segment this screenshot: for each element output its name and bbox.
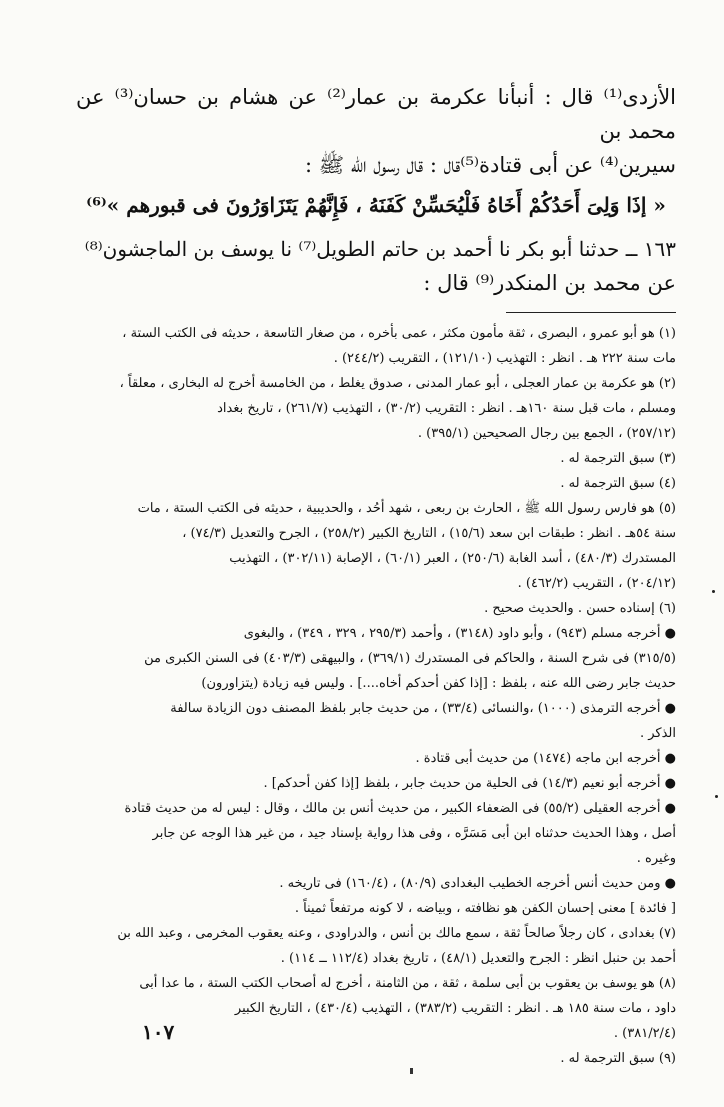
footnote-line: سنة ٥٤هـ . انظر : طبقات ابن سعد (١٥/٦) ، التاريخ الكبير (٢٥٨/٢) ، الجرح والتعديل (٧٤/٣) ، (182, 526, 676, 541)
footnote-line: ● أخرجه مسلم (٩٤٣) ، وأبو داود (٣١٤٨) ، وأحمد (٢٩٥/٣ ، ٣٢٩ ، ٣٤٩) ، والبغوى (243, 626, 676, 641)
footnote-line: مات سنة ٢٢٢ هـ . انظر : التهذيب (١٢١/١٠) ، التقريب (٢٤٤/٢) . (333, 351, 676, 366)
footnote-line: (٣) سبق الترجمة له . (560, 451, 676, 466)
footnote-line: (٢٠٤/١٢) ، التقريب (٤٦٢/٢) . (517, 576, 676, 591)
footnote-line: ومسلم ، مات قبل سنة ١٦٠هـ . انظر : التقريب (٣٠/٢) ، التهذيب (٢٦١/٧) ، تاريخ بغداد (217, 401, 676, 416)
footnote-line: (٩) سبق الترجمة له . (560, 1051, 676, 1066)
footnote-line: (١) هو أبو عمرو ، البصرى ، ثقة مأمون مكثر ، عمى بأخره ، من صغار التاسعة ، حديثه فى الكتب الستة ، (122, 326, 676, 341)
page-body (76, 80, 676, 1071)
scan-mark (712, 590, 715, 593)
footnote-line: (٧) بغدادى ، كان رجلاً صالحاً ثقة ، سمع مالك بن أنس ، والدراودى ، وعنه يعقوب المخرمى ، وعبد الله بن (117, 926, 676, 941)
scan-mark (410, 1068, 413, 1074)
main-text-line-4: عن محمد بن المنكدر⁽⁹⁾ قال : (423, 271, 676, 295)
footnote-line: ● أخرجه أبو نعيم (١٤/٣) فى الحلية من حديث جابر ، بلفظ [إذا كفن أحدكم] . (263, 776, 676, 791)
footnote-line: (٥) هو فارس رسول الله ﷺ ، الحارث بن ربعى ، شهد أحُد ، والحديبية ، حديثه فى الكتب الستة ، مات (137, 501, 676, 516)
footnote-line: الذكر . (639, 726, 676, 741)
footnote-line: أصل ، وهذا الحديث حدثناه ابن أبى مَسَرَّه ، وفى هذا رواية بإسناد جيد ، من غير هذا الوجه عن جابر (152, 826, 676, 841)
footnote-line: ● أخرجه العقيلى (٥٥/٢) فى الضعفاء الكبير ، من حديث أنس بن مالك ، وقال : ليس له من حديث قتادة (124, 801, 676, 816)
footnotes (76, 321, 676, 1071)
footnote-separator (506, 312, 676, 313)
hadith-text: « إذَا وَلِىَ أَحَدُكُمْ أَخَاهُ فَلْيُحَسِّنْ كَفَنَهُ ، فَإِنَّهُمْ يَتَزَاوَرُونَ فى قبورهم »⁽⁶⁾ (86, 193, 666, 217)
footnote-line: المستدرك (٤٨٠/٣) ، أسد الغابة (٢٥٠/٦) ، العبر (٦٠/١) ، الإصابة (٣٠٢/١١) ، التهذيب (229, 551, 676, 566)
main-text-line-1: الأزدى⁽¹⁾ قال : أنبأنا عكرمة بن عمار⁽²⁾ عن هشام بن حسان⁽³⁾ عن محمد بن (76, 85, 677, 143)
footnote-line: ● أخرجه الترمذى (١٠٠٠) ،والنسائى (٣٣/٤) ، من حديث جابر بلفظ المصنف دون الزيادة سالفة (170, 701, 676, 716)
footnote-line: [ فائدة ] معنى إحسان الكفن هو نظافته ، وبياضه ، لا كونه مرتفعاً ثميناً . (294, 901, 676, 916)
main-text-line-2: سيرين⁽⁴⁾ عن أبى قتادة⁽⁵⁾قال : قال رسول الله ﷺ : (305, 153, 676, 177)
footnote-line: (٤) سبق الترجمة له . (560, 476, 676, 491)
footnote-line: (٣١٥/٥) فى شرح السنة ، والحاكم فى المستدرك (٣٦٩/١) ، والبيهقى (٤٠٣/٣) فى السنن الكبرى من (144, 651, 676, 666)
main-text-line-3: ١٦٣ ــ حدثنا أبو بكر نا أحمد بن حاتم الطويل⁽⁷⁾ نا يوسف بن الماجشون⁽⁸⁾ (84, 237, 676, 261)
footnote-line: داود ، مات سنة ١٨٥ هـ . انظر : التقريب (٣٨٣/٢) ، التهذيب (٤٣٠/٤) ، التاريخ الكبير (234, 1001, 676, 1016)
footnote-line: (٢٥٧/١٢) ، الجمع بين رجال الصحيحين (٣٩٥/١) . (417, 426, 676, 441)
footnote-line: وغيره . (636, 851, 676, 866)
footnote-line: (٣٨١/٢/٤) . (613, 1026, 676, 1041)
footnote-line: ● أخرجه ابن ماجه (١٤٧٤) من حديث أبى قتادة . (415, 751, 676, 766)
scan-mark (715, 795, 718, 798)
footnote-line: (٢) هو عكرمة بن عمار العجلى ، أبو عمار المدنى ، صدوق يغلط ، من الخامسة أخرج له البخارى ، معلقاً ، (119, 376, 676, 391)
footnote-line: (٦) إسناده حسن . والحديث صحيح . (484, 601, 676, 616)
footnote-line: (٨) هو يوسف بن يعقوب بن أبى سلمة ، ثقة ، من الثامنة ، أخرج له أصحاب الكتب الستة ، ما عدا أبى (139, 976, 676, 991)
footnote-line: أحمد بن حنبل انظر : الجرح والتعديل (٤٨/١) ، تاريخ بغداد (١١٢/٤ ــ ١١٤) . (280, 951, 676, 966)
footnote-line: ● ومن حديث أنس أخرجه الخطيب البغدادى (٨٠/٩) ، (١٦٠/٤) فى تاريخه . (279, 876, 676, 891)
page-number: ١٠٧ (142, 1020, 175, 1044)
footnote-line: حديث جابر رضى الله عنه ، بلفظ : [إذا كفن أحدكم أخاه....] . وليس فيه زيادة (يتزاورون) (201, 676, 676, 691)
